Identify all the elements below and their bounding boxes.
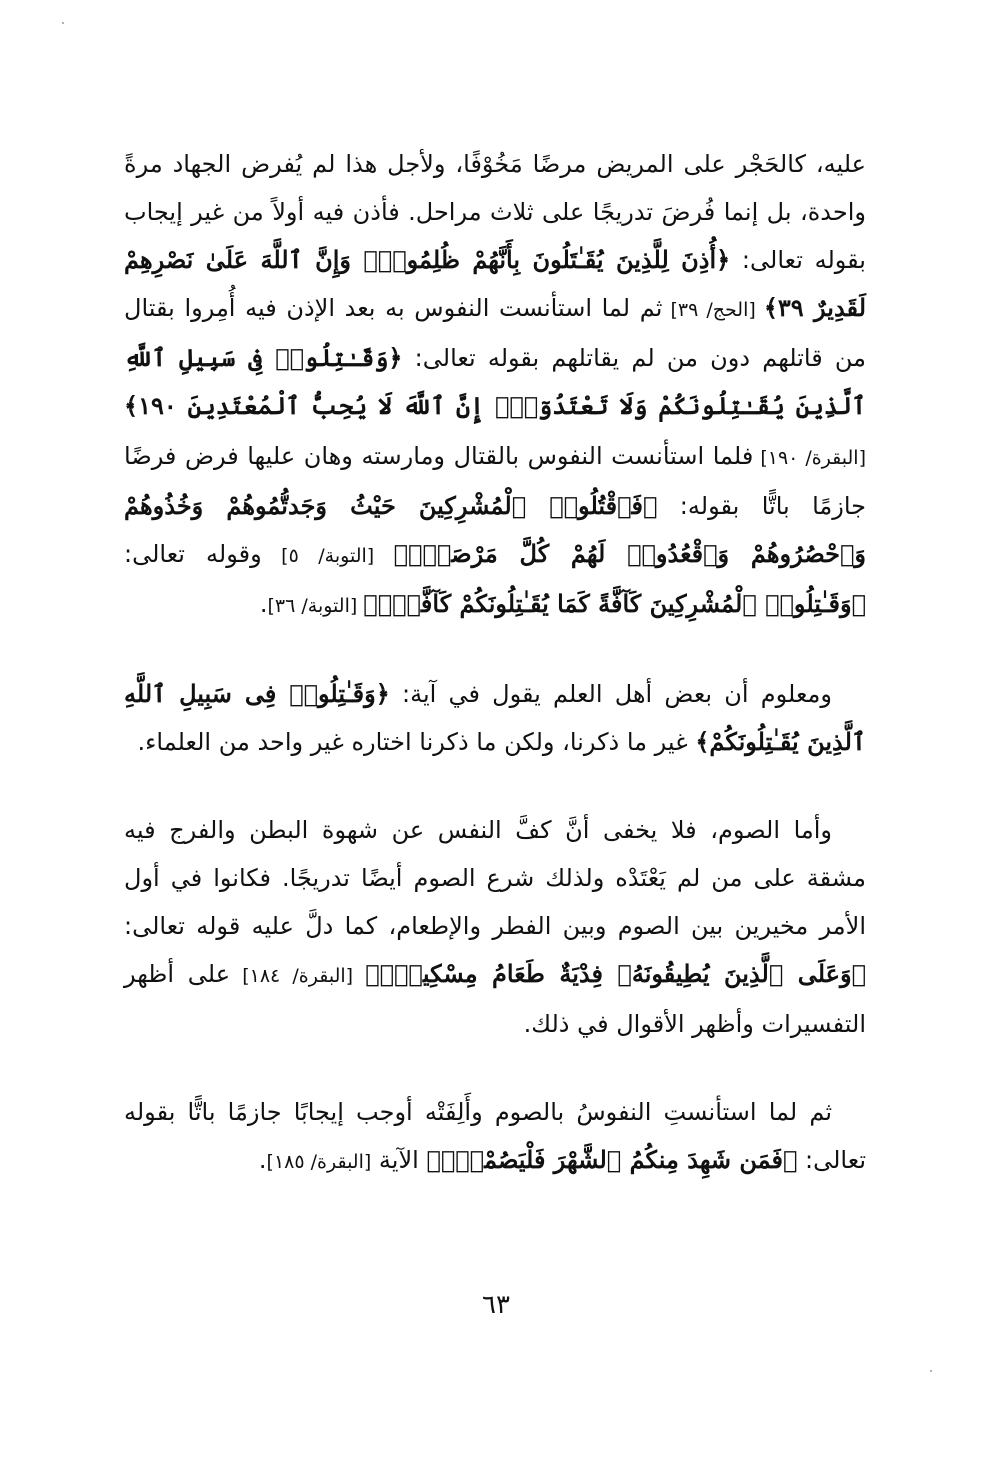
body-text: ثم لما استأنست النفوس به بعد الإذن فيه أُمِروا بقتال من قاتلهم دون من لم يقاتلهم بقوله تعالى: xyxy=(124,294,867,372)
body-text: . xyxy=(259,590,268,618)
verse-reference: [البقرة/ ١٨٤] xyxy=(230,965,366,987)
verse-reference: [البقرة/ ١٩٠] xyxy=(753,447,866,469)
body-text: وأما الصوم، فلا يخفى أنَّ كفَّ النفس عن شهوة البطن والفرج فيه مشقة على من لم يَعْتَدْه ولذلك شرع الصوم أيضًا تدريجًا. فكانوا في أول الأمر مخيرين بين الصوم وبين الفطر والإطعام، كما دلَّ عليه قوله تعالى: xyxy=(124,816,866,940)
body-text: فلما استأنست النفوس بالقتال ومارسته وهان عليها فرض فرضًا جازمًا باتًّا بقوله: xyxy=(124,442,867,520)
verse-reference: [التوبة/ ٥] xyxy=(261,545,394,567)
body-text: غير ما ذكرنا، ولكن ما ذكرنا اختاره غير واحد من العلماء. xyxy=(137,728,696,756)
scan-speck xyxy=(930,1370,932,1372)
page-number: ٦٣ xyxy=(482,1290,510,1320)
paragraph-jihad-stages xyxy=(124,140,866,630)
paragraph-fasting xyxy=(124,806,866,1048)
verse-reference: [الحج/ ٣٩] xyxy=(662,299,764,321)
body-text: ومعلوم أن بعض أهل العلم يقول في آية: xyxy=(389,680,833,708)
body-text: وقوله تعالى: xyxy=(124,540,262,568)
body-text: ثم لما استأنستِ النفوسُ بالصوم وأَلِفَتْه أوجب إيجابًا جازمًا باتًّا بقوله تعالى: xyxy=(124,1098,866,1174)
scan-speck xyxy=(62,22,64,24)
body-text: على أظهر التفسيرات وأظهر الأقوال في ذلك. xyxy=(124,960,866,1038)
quran-verse: ﴿وَقَـٰتِلُوا۟ فِى سَبِيلِ ٱللَّهِ ٱلَّذِينَ يُقَـٰتِلُونَكُمْ وَلَا تَعْتَدُوٓا۟ۚ إِنَّ ٱللَّهَ لَا يُحِبُّ ٱلْمُعْتَدِينَ ١٩٠﴾ xyxy=(124,343,867,420)
quran-verse: ﴿وَعَلَى ٱلَّذِينَ يُطِيقُونَهُۥ فِدْيَةٌ طَعَامُ مِسْكِينٍۖ﴾ xyxy=(365,959,866,988)
quran-verse: ﴿فَٱقْتُلُوا۟ ٱلْمُشْرِكِينَ حَيْثُ وَجَدتُّمُوهُمْ وَخُذُوهُمْ وَٱحْصُرُوهُمْ وَٱقْعُدُوا۟ لَهُمْ كُلَّ مَرْصَدٍۚ﴾ xyxy=(124,491,866,568)
body-text: . xyxy=(258,1146,267,1174)
body-text: الآية xyxy=(371,1146,427,1174)
paragraph-fasting-obligation xyxy=(124,1088,866,1186)
verse-reference: [البقرة/ ١٨٥] xyxy=(266,1151,372,1173)
quran-verse: ﴿وَقَـٰتِلُوا۟ ٱلْمُشْرِكِينَ كَآفَّةً كَمَا يُقَـٰتِلُونَكُمْ كَآفَّةًۚ﴾ xyxy=(363,589,866,618)
verse-reference: [التوبة/ ٣٦] xyxy=(267,595,364,617)
body-text: عليه، كالحَجْر على المريض مرضًا مَخُوْفًا، ولأجل هذا لم يُفرض الجهاد مرةً واحدة، بل إنما فُرضَ تدريجًا على ثلاث مراحل. فأذن فيه أولاً من غير إيجاب بقوله تعالى: xyxy=(124,150,866,274)
quran-verse: ﴿وَقَـٰتِلُوا۟ فِى سَبِيلِ ٱللَّهِ ٱلَّذِينَ يُقَـٰتِلُونَكُمْ﴾ xyxy=(124,679,866,756)
page-body xyxy=(124,140,866,1186)
quran-verse: ﴿أُذِنَ لِلَّذِينَ يُقَـٰتَلُونَ بِأَنَّهُمْ ظُلِمُوا۟ۚ وَإِنَّ ٱللَّهَ عَلَىٰ نَصْرِهِمْ لَقَدِيرٌ ٣٩﴾ xyxy=(124,245,867,322)
quran-verse: ﴿فَمَن شَهِدَ مِنكُمُ ٱلشَّهْرَ فَلْيَصُمْهُۖ﴾ xyxy=(426,1145,798,1174)
paragraph-scholars-opinion xyxy=(124,670,866,766)
